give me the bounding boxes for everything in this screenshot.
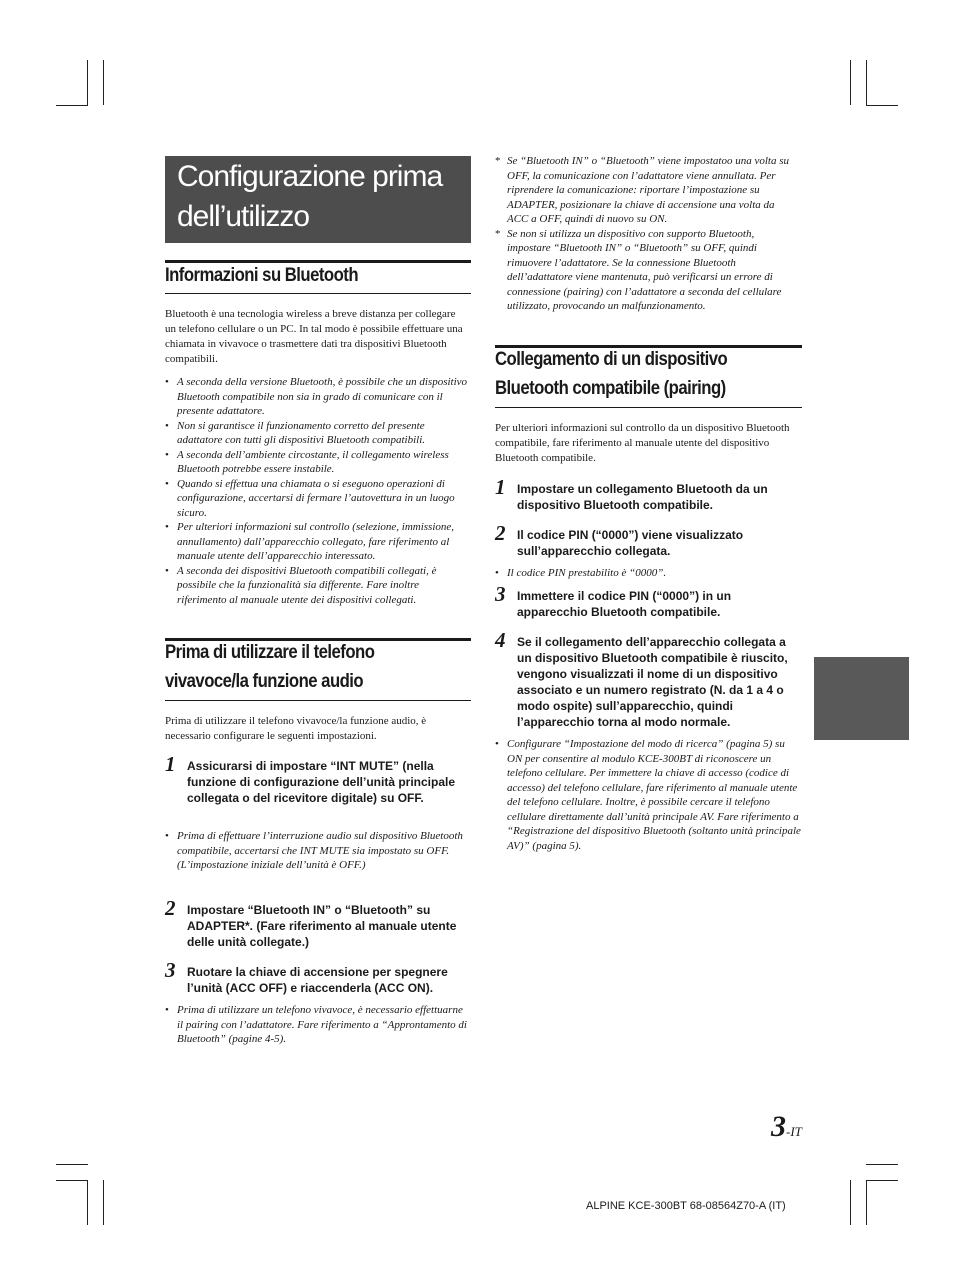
section-heading-pairing: [495, 345, 802, 408]
crop-mark: [850, 1180, 851, 1225]
page-number-digit: 3: [771, 1110, 786, 1143]
step-number: 1: [495, 475, 506, 499]
list-item: • A seconda dei dispositivi Bluetooth compatibili collegati, è possibile che la funzionalità sia differente. Fare inoltre riferimento al manuale utente dei dispositivi collegati.: [165, 564, 437, 606]
crop-mark: [103, 60, 104, 105]
list-item: • Il codice PIN prestabilito è “0000”.: [495, 567, 667, 579]
step-number: 3: [495, 582, 506, 606]
list-item: • Prima di effettuare l’interruzione audio sul dispositivo Bluetooth compatibile, accertarsi che INT MUTE sia impostato su OFF. (L’impostazione iniziale dell’unità è OFF.): [165, 830, 463, 871]
heading-rule: [495, 345, 802, 348]
step-number: 1: [165, 752, 176, 776]
step-text: Immettere il codice PIN (“0000”) in un apparecchio Bluetooth compatibile.: [517, 589, 732, 619]
list-item: * Se “Bluetooth IN” o “Bluetooth” viene impostatoo una volta su OFF, la comunicazione con l’adattatore viene annullata. Per riprendere la comunicazione: riportare l’impostazione su ADAPTER, posizionare la chiave di accensione una volta da ACC a OFF, quindi di nuovo su ON.: [495, 155, 790, 225]
page-number: [771, 1110, 802, 1144]
crop-mark: [56, 105, 88, 106]
heading-underline: [165, 293, 471, 294]
heading-rule: [165, 638, 471, 641]
step-number: 4: [495, 628, 506, 652]
step-number: 2: [165, 896, 176, 920]
heading-text: Informazioni su Bluetooth: [165, 265, 359, 286]
list-item: • A seconda della versione Bluetooth, è possibile che un dispositivo Bluetooth compatibile non sia in grado di comunicare con il presente adattatore.: [165, 376, 468, 417]
heading-text-line2: vivavoce/la funzione audio: [165, 671, 364, 692]
crop-mark: [866, 1164, 898, 1165]
crop-mark: [866, 1180, 867, 1225]
heading-underline: [495, 407, 802, 408]
crop-mark: [866, 105, 898, 106]
crop-mark: [56, 1180, 88, 1181]
step-3-note: [165, 1003, 471, 1047]
step-number: 3: [165, 958, 176, 982]
heading-rule: [165, 260, 471, 263]
list-item: • Configurare “Impostazione del modo di ricerca” (pagina 5) su ON per consentire al modulo KCE-300BT di riconoscere un telefono cellulare. Per immettere la chiave di accesso (codice di accesso) del telefono cellulare, fare riferimento al manuale utente del telefono cellulare. Inoltre, è possibile cercare il telefono cellulare direttamente dall’unità principale AV. Fare riferimento a “Registrazione del dispositivo Bluetooth (soltanto unità principale AV)” (pagina 5).: [495, 738, 801, 852]
step-text: Assicurarsi di impostare “INT MUTE” (nella funzione di configurazione dell’unità principale collegata o del ricevitore digitale) su OFF.: [187, 759, 456, 805]
pairing-step-4-note: [495, 737, 801, 853]
heading-text-line1: Collegamento di un dispositivo: [495, 349, 728, 370]
step-text: Impostare un collegamento Bluetooth da un dispositivo Bluetooth compatibile.: [517, 482, 768, 512]
heading-text-line2: Bluetooth compatibile (pairing): [495, 378, 726, 399]
list-item: • A seconda dell’ambiente circostante, il collegamento wireless Bluetooth potrebbe essere instabile.: [165, 448, 449, 475]
chapter-tab: [814, 657, 909, 740]
crop-mark: [866, 1180, 898, 1181]
crop-mark: [56, 1164, 88, 1165]
crop-mark: [87, 60, 88, 105]
section-heading-bluetooth-info: [165, 260, 471, 294]
crop-mark: [866, 60, 867, 105]
heading-underline: [165, 700, 471, 701]
step-text: Impostare “Bluetooth IN” o “Bluetooth” su ADAPTER*. (Fare riferimento al manuale utente delle unità collegate.): [187, 903, 457, 949]
step-text: Se il collegamento dell’apparecchio collegata a un dispositivo Bluetooth compatibile è riuscito, vengono visualizzati il nome di un dispositivo associato e un numero registrato (N. da 1 a 4 o modo ospite) sull’apparecchio, quindi l’apparecchio torna al modo normale.: [517, 635, 788, 729]
bluetooth-notes-list: [165, 375, 471, 607]
step-number: 2: [495, 521, 506, 545]
crop-mark: [850, 60, 851, 105]
crop-mark: [103, 1180, 104, 1225]
crop-mark: [87, 1180, 88, 1225]
section-heading-before-use: [165, 638, 471, 701]
document-footer: ALPINE KCE-300BT 68-08564Z70-A (IT): [586, 1200, 786, 1212]
list-item: • Non si garantisce il funzionamento corretto del presente adattatore con tutti gli dispositivi Bluetooth compatibili.: [165, 419, 425, 446]
heading-text-line1: Prima di utilizzare il telefono: [165, 642, 375, 663]
pairing-step-2-note: [495, 566, 801, 581]
list-item: * Se non si utilizza un dispositivo con supporto Bluetooth, impostare “Bluetooth IN” o “Bluetooth” su OFF, quindi rimuovere l’adattatore. Se la connessione Bluetooth dell’adattatore viene mantenuta, può verificarsi un errore di connessione (pairing) con l’adattatore a seconda del cellulare utilizzato, provocando un malfunzionamento.: [495, 227, 782, 312]
asterisk-footnotes: [495, 154, 791, 314]
list-item: • Prima di utilizzare un telefono vivavoce, è necessario effettuarne il pairing con l’adattatore. Fare riferimento a “Approntamento di Bluetooth” (pagine 4-5).: [165, 1004, 467, 1045]
bluetooth-intro: Bluetooth è una tecnologia wireless a breve distanza per collegare un telefono cellulare o un PC. In tal modo è possibile effettuare una chiamata in vivavoce o trasmettere dati tra dispositivi Bluetooth compatibili.: [165, 308, 463, 365]
page-title-line1: Configurazione prima: [177, 160, 443, 193]
list-item: • Quando si effettua una chiamata o si eseguono operazioni di configurazione, accertarsi di fermare l’autovettura in un luogo sicuro.: [165, 477, 455, 519]
before-use-intro: Prima di utilizzare il telefono vivavoce/la funzione audio, è necessario configurare le seguenti impostazioni.: [165, 715, 427, 742]
step-text: Il codice PIN (“0000”) viene visualizzato sull’apparecchio collegata.: [517, 528, 744, 558]
page-number-suffix: -IT: [786, 1124, 802, 1139]
page-title: [165, 156, 471, 243]
page-title-line2: dell’utilizzo: [177, 200, 310, 233]
list-item: • Per ulteriori informazioni sul controllo (selezione, immissione, annullamento) dall’apparecchio collegato, fare riferimento al manuale utente dell’apparecchio interessato.: [165, 521, 455, 562]
step-1-note: [165, 829, 471, 873]
pairing-intro: Per ulteriori informazioni sul controllo da un dispositivo Bluetooth compatibile, fare riferimento al manuale utente del dispositivo Bluetooth compatibile.: [495, 422, 790, 464]
step-text: Ruotare la chiave di accensione per spegnere l’unità (ACC OFF) e riaccenderla (ACC ON).: [187, 965, 448, 995]
